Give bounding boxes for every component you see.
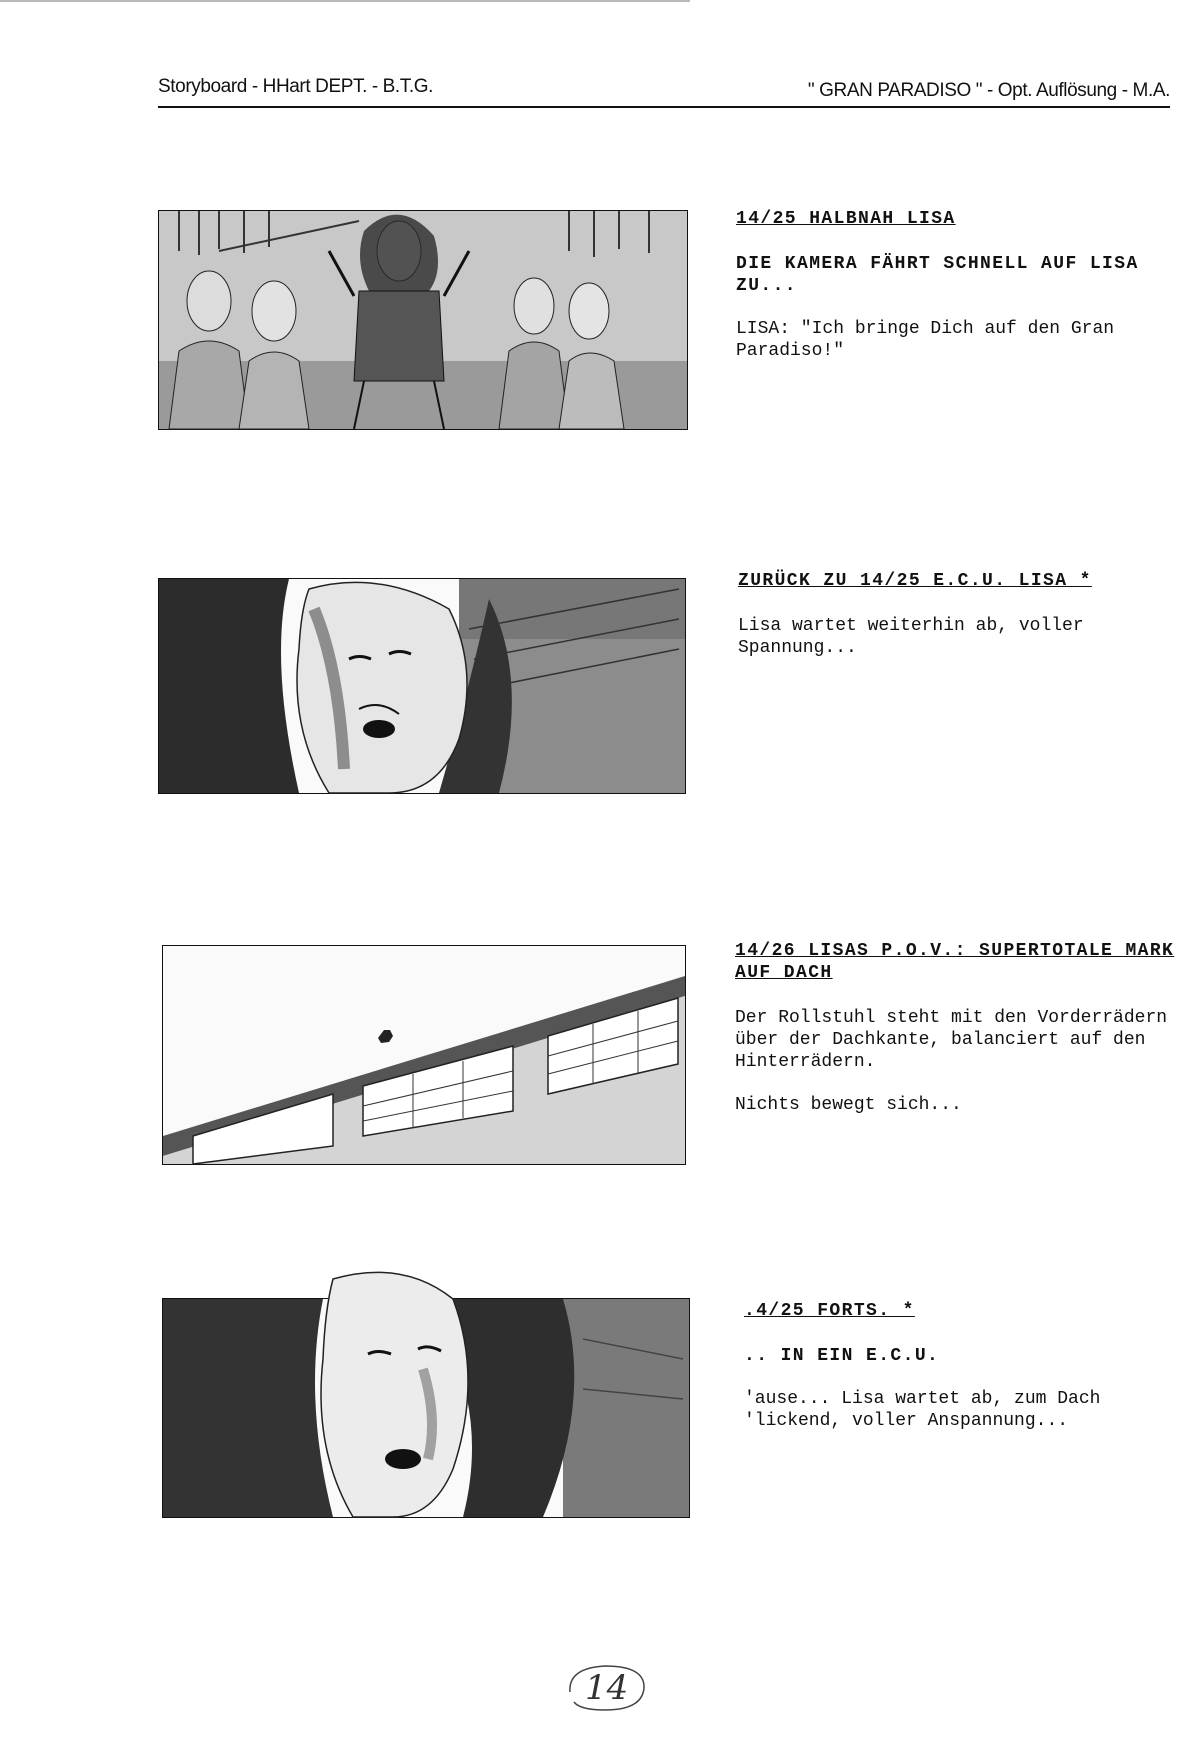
- panel-4-notes: [744, 1300, 1204, 1453]
- panel-3-shot-title: 14/26 LISAS P.O.V.: SUPERTOTALE MARK AUF DACH: [735, 941, 1175, 983]
- panel-1-notes: [736, 208, 1204, 383]
- panel-3-sketch: [162, 945, 686, 1165]
- panel-2-description: Lisa wartet weiterhin ab, voller Spannung...: [738, 616, 1084, 658]
- panel-4-description: 'ause... Lisa wartet ab, zum Dach 'lickend, voller Anspannung...: [744, 1389, 1101, 1431]
- panel-1-dialogue: LISA: "Ich bringe Dich auf den Gran Paradiso!": [736, 319, 1115, 361]
- panel-3-description: Der Rollstuhl steht mit den Vorderrädern über der Dachkante, balanciert auf den Hinterrädern.: [735, 1008, 1168, 1072]
- panel-2-shot-title: ZURÜCK ZU 14/25 E.C.U. LISA *: [738, 571, 1092, 591]
- panel-2-notes: [738, 570, 1204, 680]
- panel-1-sketch: [158, 210, 688, 430]
- panel-2-sketch: [158, 578, 686, 794]
- panel-4-sketch: [162, 1298, 690, 1518]
- page-number: 14: [585, 1668, 629, 1708]
- panel-3-notes: [735, 940, 1195, 1137]
- header-right: " GRAN PARADISO " - Opt. Auflösung - M.A.: [807, 80, 1170, 101]
- panel-1-shot-title: 14/25 HALBNAH LISA: [736, 209, 956, 229]
- scan-top-edge: [0, 0, 690, 2]
- page-header: [158, 72, 1170, 108]
- header-left: Storyboard - HHart DEPT. - B.T.G.: [158, 76, 434, 97]
- panel-1-direction: DIE KAMERA FÄHRT SCHNELL AUF LISA ZU...: [736, 254, 1139, 296]
- panel-4-direction: .. IN EIN E.C.U.: [744, 1346, 940, 1366]
- panel-3-description-2: Nichts bewegt sich...: [735, 1095, 962, 1115]
- panel-4-shot-title: .4/25 FORTS. *: [744, 1301, 915, 1321]
